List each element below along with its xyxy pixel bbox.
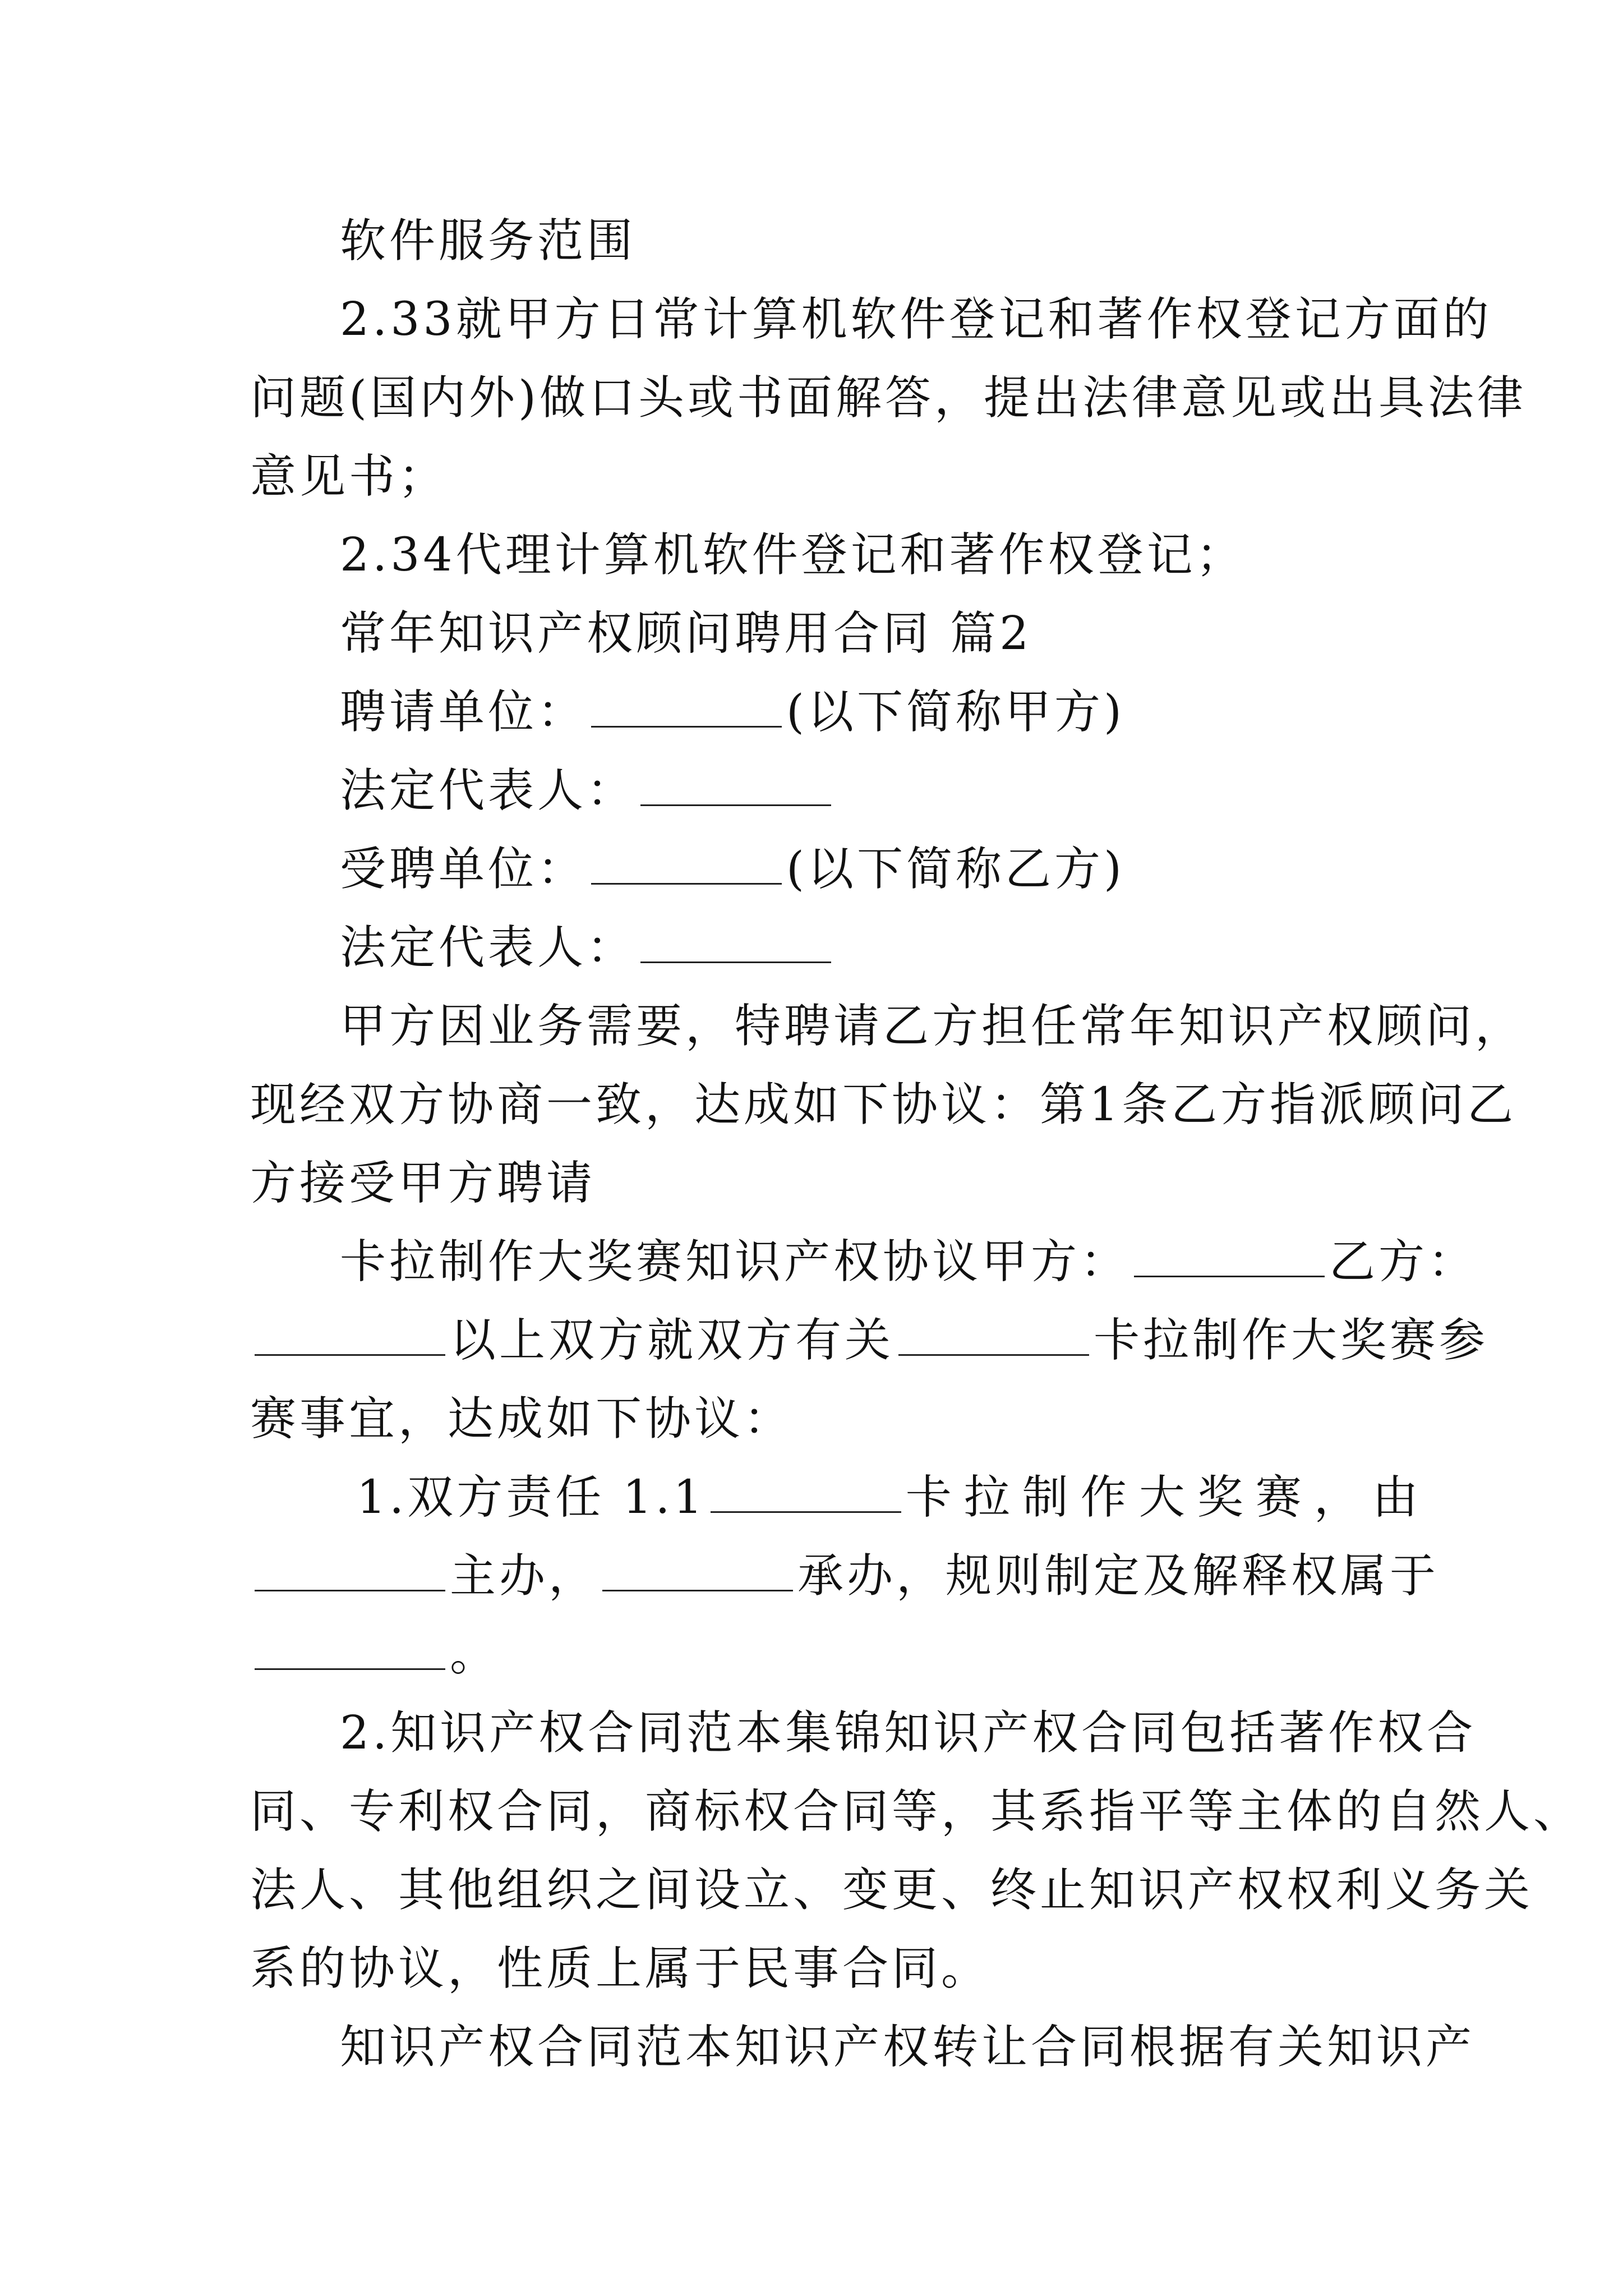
fill-blank (591, 687, 782, 728)
text-line (250, 2008, 1476, 2087)
fill-blank (640, 922, 831, 963)
field-label: 法定代表人： (340, 764, 637, 817)
line-text: 甲方因业务需要，特聘请乙方担任常年知识产权顾问， (340, 1000, 1525, 1053)
field-label: 聘请单位： (340, 685, 587, 739)
text-line (250, 1223, 1478, 1301)
line-text: 主办， (450, 1549, 598, 1603)
line-text: 现经双方协商一致，达成如下协议：第1条乙方指派顾问乙 (250, 1078, 1517, 1131)
line-text: 软件服务范围 (340, 214, 637, 268)
line-text: 2.知识产权合同范本集锦知识产权合同包括著作权合 (340, 1706, 1477, 1760)
line-text: 2.34代理计算机软件登记和著作权登记； (340, 528, 1246, 582)
fill-blank (255, 1629, 445, 1670)
line-text: 知识产权合同范本知识产权转让合同根据有关知识产 (340, 2021, 1476, 2074)
text-line (250, 1537, 1440, 1616)
field-label: 受聘单位： (340, 843, 587, 896)
line-text: 卡拉制作大奖赛参 (1094, 1314, 1489, 1367)
line-text: 赛事宜，达成如下协议： (250, 1392, 794, 1446)
field-note: (以下简称甲方) (786, 685, 1125, 739)
field-note: (以下简称乙方) (786, 843, 1125, 896)
line-text: 方接受甲方聘请 (250, 1157, 596, 1210)
line-text: 意见书； (250, 450, 448, 503)
fill-blank (602, 1550, 793, 1591)
line-text: 以上双方就双方有关 (450, 1314, 895, 1367)
text-line (250, 1930, 1389, 2008)
fill-blank (591, 844, 782, 885)
text-line (250, 516, 1389, 595)
text-line (250, 987, 1525, 1066)
line-text: 法人、其他组织之间设立、变更、终止知识产权权利义务关 (250, 1864, 1534, 1917)
form-field-hired-unit (250, 830, 1389, 909)
text-line (250, 202, 1389, 280)
fill-blank (255, 1315, 445, 1356)
fill-blank (640, 765, 831, 806)
fill-blank (711, 1472, 901, 1513)
line-segment (357, 1458, 906, 1537)
line-text: 1.双方责任 1.1 (357, 1471, 706, 1524)
fill-blank (1134, 1236, 1325, 1277)
form-field-hiring-unit (250, 673, 1389, 752)
section-heading (250, 595, 1389, 673)
form-field-legal-rep (250, 909, 1389, 987)
line-text: 。 (450, 1628, 500, 1681)
text-line (250, 1694, 1477, 1773)
text-line (250, 1773, 1583, 1851)
fill-blank (255, 1550, 445, 1591)
text-line (250, 1301, 1489, 1380)
line-text: 卡拉制作大奖赛知识产权协议甲方： (340, 1235, 1130, 1289)
line-text: 问题(国内外)做口头或书面解答，提出法律意见或出具法律 (250, 371, 1527, 425)
text-line (250, 1616, 1389, 1694)
line-text: 同、专利权合同，商标权合同等，其系指平等主体的自然人、 (250, 1785, 1583, 1838)
line-text: 承办，规则制定及解释权属于 (797, 1549, 1440, 1603)
text-line (250, 280, 1492, 359)
fill-blank (898, 1315, 1089, 1356)
line-text: 系的协议，性质上属于民事合同。 (250, 1942, 991, 1995)
text-line (250, 359, 1527, 438)
line-text: 2.33就甲方日常计算机软件登记和著作权登记方面的 (340, 293, 1492, 346)
text-line (250, 1380, 1389, 1458)
line-text: 卡拉制作大奖赛，由 (905, 1471, 1431, 1524)
line-text: 乙方： (1329, 1235, 1478, 1289)
text-line (250, 1144, 1389, 1223)
document-body (250, 202, 1583, 2087)
text-line (250, 1851, 1534, 1930)
form-field-legal-rep (250, 752, 1389, 830)
text-line (250, 438, 1389, 516)
text-line (250, 1066, 1517, 1144)
text-line (250, 1458, 1431, 1537)
field-label: 法定代表人： (340, 921, 637, 974)
heading-text: 常年知识产权顾问聘用合同 篇2 (340, 607, 1032, 660)
